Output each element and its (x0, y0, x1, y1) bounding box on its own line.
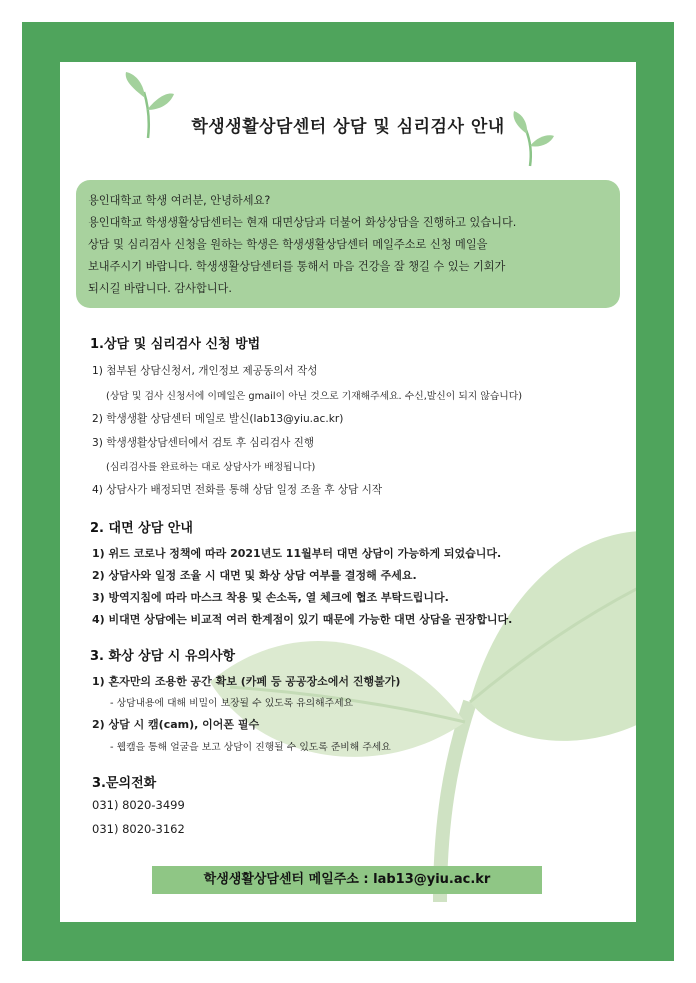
section1-title: 1.상담 및 심리검사 신청 방법 (90, 337, 261, 352)
section2-item: 4) 비대면 상담에는 비교적 여러 한계점이 있기 때문에 가능한 대면 상담을 권장합니다. (92, 613, 513, 626)
section1-item: 4) 상담사가 배정되면 전화를 통해 상담 일정 조율 후 상담 시작 (92, 484, 383, 496)
section1-item: 2) 학생생활 상담센터 메일로 발신(lab13@yiu.ac.kr) (92, 413, 344, 425)
section3-note: - 웹캠을 통해 얼굴을 보고 상담이 진행될 수 있도록 준비해 주세요 (110, 742, 391, 753)
section1-item: 3) 학생생활상담센터에서 검토 후 심리검사 진행 (92, 437, 315, 449)
section2-item: 3) 방역지침에 따라 마스크 착용 및 손소독, 열 체크에 협조 부탁드립니다. (92, 591, 449, 604)
intro-line: 상담 및 심리검사 신청을 원하는 학생은 학생생활상담센터 메일주소로 신청 메일을 (88, 238, 488, 251)
section1-note: (심리검사를 완료하는 대로 상담사가 배정됩니다) (106, 462, 316, 473)
phone-number: 031) 8020-3499 (92, 798, 185, 812)
intro-line: 용인대학교 학생 여러분, 안녕하세요? (88, 194, 271, 207)
contact-title: 3.문의전화 (92, 776, 157, 791)
phone-number: 031) 8020-3162 (92, 822, 185, 836)
section2-item: 2) 상담사와 일정 조율 시 대면 및 화상 상담 여부를 결정해 주세요. (92, 569, 417, 582)
section3-note: - 상담내용에 대해 비밀이 보장될 수 있도록 유의해주세요 (110, 698, 354, 709)
email-banner: 학생생활상담센터 메일주소 : lab13@yiu.ac.kr (152, 866, 542, 894)
intro-line: 용인대학교 학생생활상담센터는 현재 대면상담과 더불어 화상상담을 진행하고 있습니다. (88, 216, 517, 229)
section3-item: 1) 혼자만의 조용한 공간 확보 (카페 등 공공장소에서 진행불가) (92, 675, 401, 688)
intro-line: 보내주시기 바랍니다. 학생생활상담센터를 통해서 마음 건강을 잘 챙길 수 있는 기회가 (88, 260, 506, 273)
section3-title: 3. 화상 상담 시 유의사항 (90, 649, 236, 664)
intro-line: 되시길 바랍니다. 감사합니다. (88, 282, 232, 295)
section2-item: 1) 위드 코로나 정책에 따라 2021년도 11월부터 대면 상담이 가능하게 되었습니다. (92, 547, 502, 560)
section3-item: 2) 상담 시 캠(cam), 이어폰 필수 (92, 718, 260, 731)
page-title: 학생생활상담센터 상담 및 심리검사 안내 (191, 117, 505, 137)
section2-title: 2. 대면 상담 안내 (90, 521, 193, 536)
intro-box (76, 180, 620, 308)
section1-note: (상담 및 검사 신청서에 이메일은 gmail이 아닌 것으로 기재해주세요. 수신,발신이 되지 않습니다) (106, 391, 523, 402)
section1-item: 1) 첨부된 상담신청서, 개인정보 제공동의서 작성 (92, 365, 318, 377)
